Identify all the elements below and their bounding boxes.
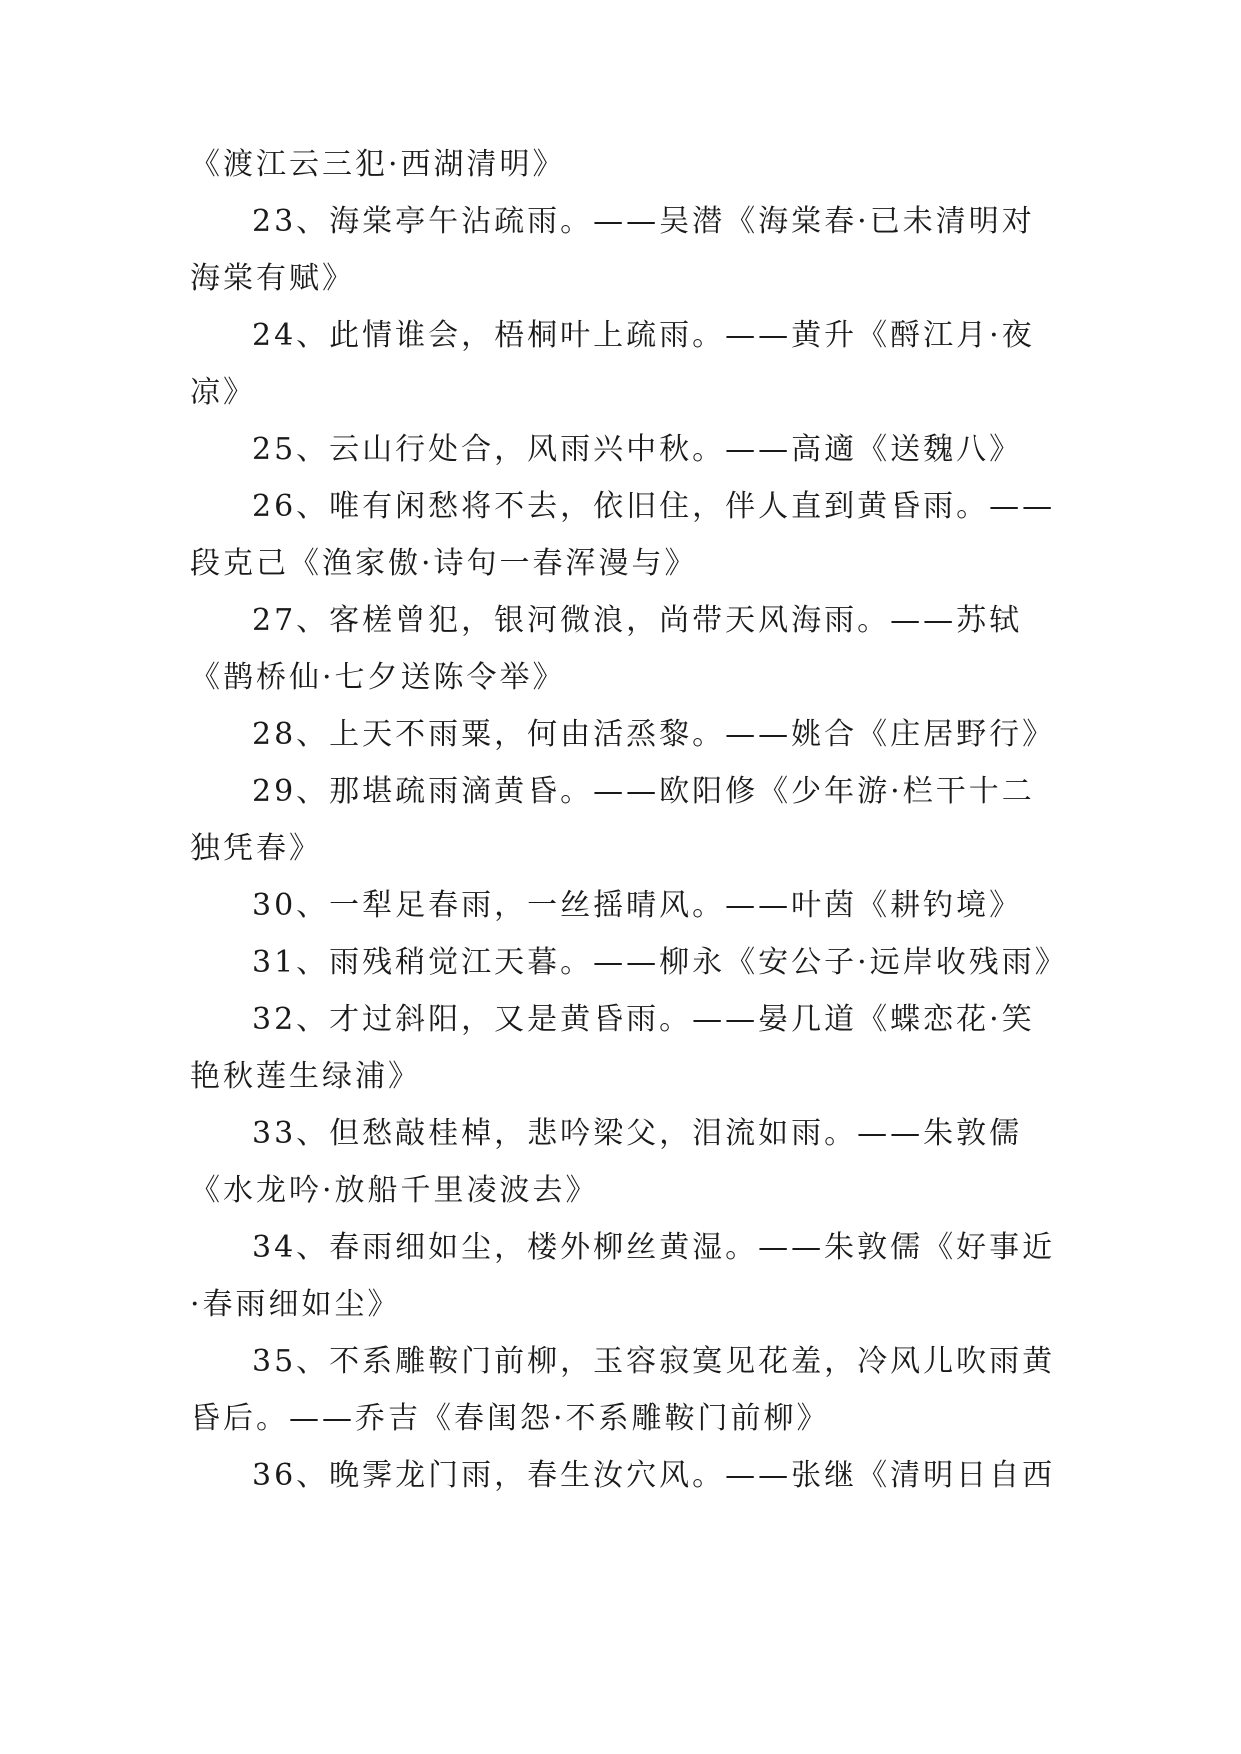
paragraph: 31、雨残稍觉江天暮。——柳永《安公子·远岸收残雨》 [252,945,1068,980]
paragraph: 35、不系雕鞍门前柳，玉容寂寞见花羞，冷风儿吹雨黄昏后。——乔吉《春闺怨·不系雕鞍门前柳》 [190,1344,1056,1436]
paragraph: 30、一犁足春雨，一丝摇晴风。——叶茵《耕钓境》 [252,888,1023,923]
paragraph: 23、海棠亭午沾疏雨。——吴潜《海棠春·已未清明对海棠有赋》 [190,204,1035,296]
document-page [190,136,1068,1504]
paragraph: 《渡江云三犯·西湖清明》 [190,147,566,182]
paragraph: 29、那堪疏雨滴黄昏。——欧阳修《少年游·栏干十二独凭春》 [190,774,1035,866]
paragraph: 36、晚霁龙门雨，春生汝穴风。——张继《清明日自西 [252,1458,1056,1493]
paragraph: 32、才过斜阳，又是黄昏雨。——晏几道《蝶恋花·笑艳秋莲生绿浦》 [190,1002,1035,1094]
paragraph: 25、云山行处合，风雨兴中秋。——高適《送魏八》 [252,432,1023,467]
paragraph: 26、唯有闲愁将不去，依旧住，伴人直到黄昏雨。——段克己《渔家傲·诗句一春浑漫与》 [190,489,1056,581]
paragraph: 24、此情谁会，梧桐叶上疏雨。——黄升《酹江月·夜凉》 [190,318,1035,410]
paragraph: 34、春雨细如尘，楼外柳丝黄湿。——朱敦儒《好事近·春雨细如尘》 [190,1230,1056,1322]
paragraph: 28、上天不雨粟，何由活烝黎。——姚合《庄居野行》 [252,717,1056,752]
paragraph: 33、但愁敲桂棹，悲吟梁父，泪流如雨。——朱敦儒《水龙吟·放船千里凌波去》 [190,1116,1023,1208]
paragraph: 27、客槎曾犯，银河微浪，尚带天风海雨。——苏轼《鹊桥仙·七夕送陈令举》 [190,603,1023,695]
